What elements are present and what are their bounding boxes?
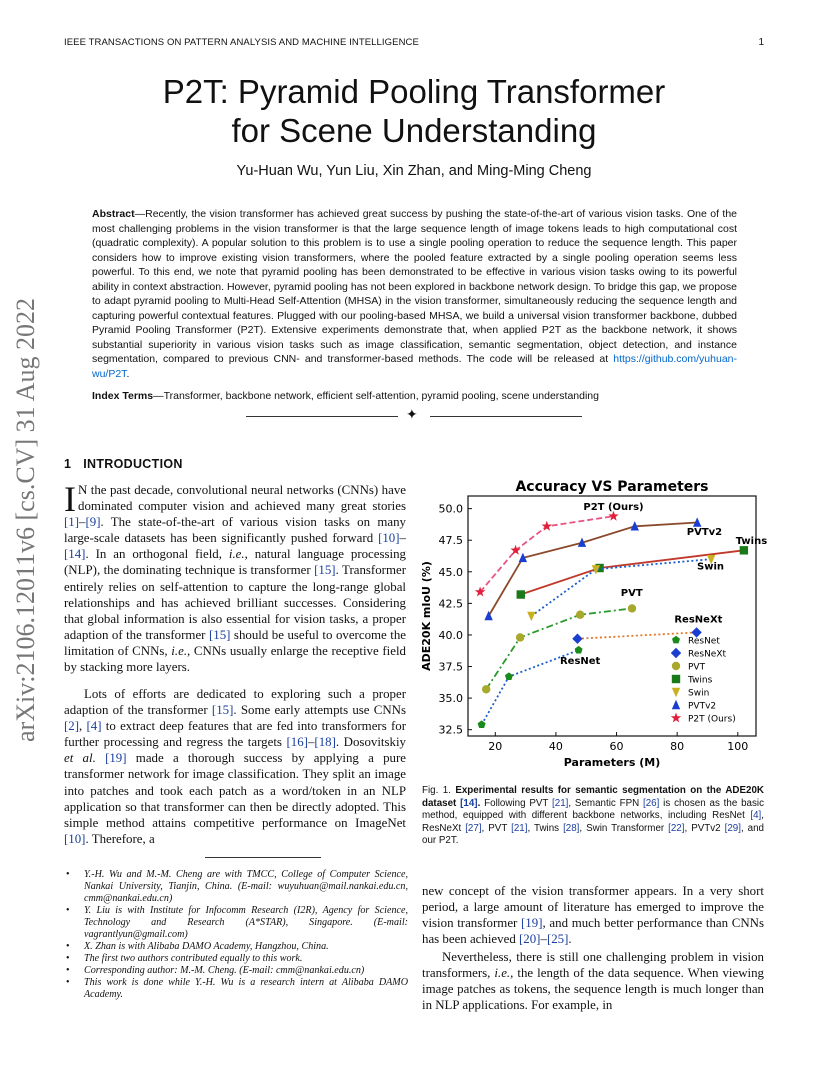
section-title: INTRODUCTION	[83, 457, 183, 471]
series-annotation: Swin	[697, 561, 725, 573]
text-run: Experimental results for semantic segmentation on the ADE20K dataset	[422, 785, 765, 809]
abstract-label: Abstract	[92, 208, 135, 220]
text-run: , Swin Transformer	[579, 822, 669, 834]
citation[interactable]: [1]	[64, 515, 80, 530]
x-axis-label: Parameters (M)	[563, 756, 661, 769]
citation[interactable]: [25]	[546, 932, 569, 947]
text-run: . In an orthogonal field,	[85, 547, 229, 562]
x-tick-label: 60	[609, 740, 624, 753]
legend-marker	[672, 636, 680, 644]
abstract-end: .	[126, 367, 130, 380]
title-line-2: for Scene Understanding	[231, 112, 597, 149]
citation[interactable]: [27]	[465, 822, 482, 834]
arxiv-stamp-text: arXiv:2106.12011v6 [cs.CV] 31 Aug 2022	[11, 298, 40, 742]
text-run: –	[540, 932, 547, 947]
text-run: should be useful to overcome the limitation of CNNs,	[64, 627, 406, 658]
citation[interactable]: [4]	[86, 719, 102, 734]
section-heading	[64, 457, 183, 471]
text-run: i.e.	[228, 547, 245, 562]
data-point	[576, 611, 584, 619]
text-run: , PVTv2	[684, 822, 725, 834]
citation[interactable]: [26]	[643, 797, 660, 809]
intro-paragraph-1	[64, 479, 407, 675]
footnote-rule	[205, 857, 321, 858]
data-point	[482, 685, 490, 693]
footnote-item: • Corresponding author: M.-M. Cheng. (E-mail: cmm@nankai.edu.cn)	[84, 965, 408, 977]
y-tick-label: 42.5	[438, 597, 463, 611]
y-tick-label: 47.5	[438, 534, 463, 548]
text-run: , CNNs usually enlarge the receptive field by stacking more layers.	[64, 643, 406, 675]
citation[interactable]: [16]	[286, 735, 308, 750]
text-run: , ResNeXt	[422, 810, 764, 834]
text-run: .	[477, 797, 481, 809]
data-point	[575, 646, 583, 654]
legend-marker	[672, 700, 680, 709]
text-run: i.e.	[494, 966, 511, 981]
data-point	[542, 521, 553, 531]
text-run: ,	[79, 719, 87, 734]
drop-cap: I	[64, 479, 76, 519]
text-run	[96, 751, 105, 765]
legend-marker	[672, 688, 680, 697]
legend-marker	[671, 713, 681, 723]
citation[interactable]: [10]	[64, 831, 86, 846]
index-terms-label: Index Terms	[92, 390, 154, 402]
figure-1-chart	[418, 476, 768, 776]
divider-ornament: ✦	[406, 408, 418, 423]
x-tick-label: 20	[488, 740, 503, 753]
text-run: Fig. 1.	[422, 785, 456, 796]
text-run: . Therefore, a	[85, 831, 155, 846]
right-paragraph-1	[422, 883, 764, 947]
index-terms	[92, 390, 737, 402]
y-tick-label: 50.0	[438, 502, 463, 516]
text-run: , Semantic FPN	[568, 797, 644, 809]
footnotes	[64, 869, 408, 1001]
text-run: –	[307, 735, 315, 750]
text-run: is chosen as the basic method, equipped with different backbone networks, including ResNet	[422, 797, 764, 821]
footnote-item: • The first two authors contributed equally to this work.	[84, 953, 408, 965]
citation[interactable]: [10]	[378, 531, 400, 546]
footnote-item: • This work is done while Y.-H. Wu is a research intern at Alibaba DAMO Academy.	[84, 977, 408, 1001]
series-annotation: Twins	[735, 536, 768, 547]
text-run: , the length of the data sequence. When viewing image patches as tokens, the sequence length is much longer than in NLP applications. For example, in	[422, 966, 764, 1013]
y-tick-label: 45.0	[438, 565, 463, 579]
text-run: –	[79, 515, 86, 530]
text-run: . The state-of-the-art of various vision tasks on many large-scale datasets has been significantly pushed forward	[64, 515, 406, 546]
x-tick-label: 80	[670, 740, 685, 753]
right-paragraph-2	[422, 949, 764, 1013]
text-run: Nevertheless, there is still one challenging problem in vision transformers,	[422, 950, 764, 981]
citation[interactable]: [19]	[105, 751, 127, 766]
legend-label: ResNet	[688, 636, 720, 647]
y-tick-label: 37.5	[438, 660, 463, 674]
y-tick-label: 32.5	[438, 723, 463, 737]
text-run: . Transformer entirely relies on self-attention to capture the long-range global relationships and has achieved brilliant successes. Considering that global information is also essential for vision tasks, a proper adaption of the transformer	[64, 563, 406, 642]
text-run: made a thorough success by applying a pure transformer network for image classification. They split an image into patches and took each patch as a word/token in an NLP application so that transformer can then be directly adopted. This simple method attains competitive performance on ImageNet	[64, 751, 406, 830]
x-tick-label: 40	[548, 740, 563, 753]
citation[interactable]: [15]	[314, 563, 336, 578]
citation[interactable]: [14]	[460, 797, 478, 809]
text-run: Following PVT	[480, 797, 553, 809]
divider-line-right	[430, 416, 582, 417]
figure-caption	[422, 785, 764, 848]
data-point	[517, 590, 525, 598]
author-list: Yu-Huan Wu, Yun Liu, Xin Zhan, and Ming-Ming Cheng	[236, 163, 592, 179]
chart-title: Accuracy VS Parameters	[515, 479, 709, 495]
text-run: .	[568, 932, 572, 947]
title-line-1: P2T: Pyramid Pooling Transformer	[162, 73, 666, 110]
abstract-text: —Recently, the vision transformer has achieved great success by pushing the state-of-the-art of various vision tasks. One of the most challenging problems in the vision transformer is that the large sequence length of image tokens leads to high computational cost (quadratic complexity). A popular solution to this problem is to use a single pooling operation to reduce the sequence length. This paper considers how to improve existing vision transformers, where the pooled feature extracted by a single pooling operation seems less powerful. To this end, we note that pyramid pooling has been demonstrated to be effective in various vision tasks owing to its powerful ability in context abstraction. However, pyramid pooling has not been explored in backbone network design. To bridge this gap, we propose to adapt pyramid pooling to Multi-Head Self-Attention (MHSA) in the vision transformer, simultaneously reducing the sequence length and capturing powerful contextual features. Plugged with our pooling-based MHSA, we build a universal vision transformer backbone, dubbed Pyramid Pooling Transformer (P2T). Extensive experiments demonstrate that, when applied P2T as the backbone network, it shows substantial superiority in various vision tasks such as image classification, semantic segmentation, object detection, and instance segmentation, compared to previous CNN- and transformer-based methods. The code will be released at	[92, 208, 737, 365]
series-annotation: PVT	[620, 587, 643, 599]
intro-paragraph-2	[64, 686, 406, 847]
text-run: , and our P2T.	[422, 822, 764, 846]
citation[interactable]: [9]	[85, 515, 101, 530]
footnote-item: • X. Zhan is with Alibaba DAMO Academy, Hangzhou, China.	[84, 941, 408, 953]
y-tick-label: 35.0	[438, 692, 463, 706]
arxiv-stamp	[6, 280, 46, 760]
text-run: i.e.	[171, 643, 188, 658]
text-run: et al.	[64, 751, 96, 766]
legend-label: ResNeXt	[688, 649, 727, 660]
text-run: . Dosovitskiy	[335, 735, 406, 750]
code-link[interactable]: https://github.com/yuhuan-wu/P2T	[92, 353, 737, 380]
series-annotation: ResNet	[559, 656, 601, 667]
series-line-pvtv2	[489, 523, 698, 616]
abstract	[92, 207, 737, 381]
data-point	[572, 634, 582, 644]
citation[interactable]: [29]	[724, 822, 741, 834]
data-point	[505, 672, 513, 680]
data-point	[516, 633, 524, 641]
x-tick-label: 100	[727, 740, 749, 753]
citation[interactable]: [14]	[64, 547, 86, 562]
legend-marker	[671, 648, 681, 658]
series-annotation: P2T (Ours)	[583, 501, 644, 513]
text-run: , PVT	[481, 822, 512, 834]
legend-marker	[672, 662, 680, 670]
paper-title	[64, 72, 764, 150]
legend-label: P2T (Ours)	[688, 714, 736, 725]
legend-label: Swin	[688, 688, 710, 699]
page-number: 1	[758, 37, 764, 48]
citation[interactable]: [15]	[211, 703, 234, 718]
legend-label: PVTv2	[688, 701, 717, 712]
citation[interactable]: [15]	[208, 627, 231, 642]
citation[interactable]: [18]	[314, 735, 336, 750]
series-annotation: PVTv2	[686, 527, 723, 539]
text-run: . Some early attempts use CNNs	[233, 703, 406, 718]
section-number: 1	[64, 457, 72, 471]
footnote-item: • Y.-H. Wu and M.-M. Cheng are with TMCC, College of Computer Science, Nankai University, Tianjin, China. (E-mail: wuyuhuan@mail.nankai.edu.cn, cmm@nankai.edu.cn)	[84, 869, 408, 905]
text-run: , Twins	[527, 822, 564, 834]
running-header: IEEE TRANSACTIONS ON PATTERN ANALYSIS AND MACHINE INTELLIGENCE	[64, 37, 419, 48]
text-run: , natural language processing (NLP), the dominating technique is transformer	[64, 547, 407, 578]
text-run: –	[399, 531, 406, 546]
citation[interactable]: [19]	[521, 916, 543, 931]
citation[interactable]: [4]	[750, 810, 762, 821]
legend-marker	[672, 675, 680, 683]
text-run: to extract deep features that are fed into transformers for further processing and regress the targets	[64, 719, 407, 750]
data-point	[527, 612, 535, 621]
footnote-item: • Y. Liu is with Institute for Infocomm Research (I2R), Agency for Science, Technology and Research (A*STAR), Singapore. (E-mail: vagrantlyun@gmail.com)	[84, 905, 408, 941]
text-run: new concept of the vision transformer appears. In a very short period, a large amount of literature has emerged to improve the vision transformer	[422, 884, 764, 931]
data-point	[628, 604, 636, 612]
index-terms-text: —Transformer, backbone network, efficient self-attention, pyramid pooling, scene understanding	[153, 390, 599, 402]
text-run: N the past decade, convolutional neural networks (CNNs) have dominated computer vision and achieved many great stories	[78, 483, 406, 514]
citation[interactable]: [28]	[563, 822, 580, 834]
citation[interactable]: [2]	[64, 719, 80, 734]
text-run: , and much better performance than CNNs has been achieved	[422, 916, 764, 947]
text-run: Lots of efforts are dedicated to exploring such a proper adaption of the transformer	[64, 687, 406, 718]
citation[interactable]: [22]	[668, 822, 685, 834]
citation[interactable]: [21]	[511, 822, 528, 834]
legend-label: PVT	[688, 662, 706, 673]
series-annotation: ResNeXt	[674, 614, 723, 626]
y-tick-label: 40.0	[438, 628, 463, 642]
citation[interactable]: [21]	[552, 797, 569, 809]
divider-line-left	[246, 416, 398, 417]
y-axis-label: ADE20K mIoU (%)	[420, 561, 433, 671]
citation[interactable]: [20]	[519, 932, 541, 947]
data-point	[740, 546, 748, 554]
legend-label: Twins	[688, 675, 713, 686]
data-point	[478, 720, 486, 728]
